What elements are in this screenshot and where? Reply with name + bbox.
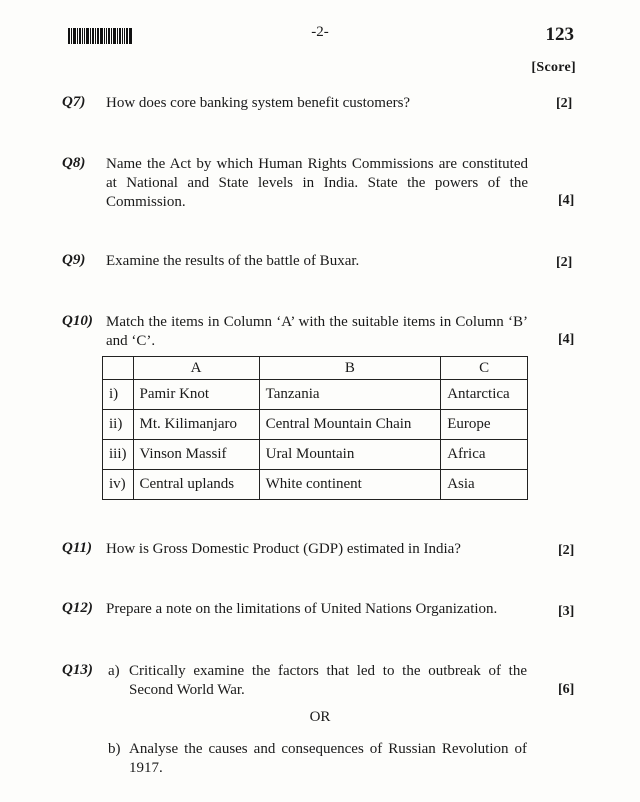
table-row: [103, 440, 528, 470]
option-b-label: b): [108, 741, 121, 757]
question-text-10: Match the items in Column ‘A’ with the suitable items in Column ‘B’ and ‘C’.: [106, 314, 528, 349]
table-cell: Asia: [441, 470, 528, 500]
table-cell: Pamir Knot: [133, 380, 259, 410]
marks-9: [2]: [556, 255, 573, 270]
question-number-9: Q9): [62, 252, 86, 268]
marks-12: [3]: [558, 604, 575, 619]
table-cell: Central uplands: [133, 470, 259, 500]
table-cell: iii): [103, 440, 134, 470]
table-header-row: [103, 357, 528, 380]
question-text-8: Name the Act by which Human Rights Commissions are constituted at National and State levels in India. State the powers of the Commission.: [106, 156, 528, 210]
paper-code: 123: [545, 24, 574, 45]
question-number-7: Q7): [62, 94, 86, 110]
question-number-10: Q10): [62, 313, 93, 329]
question-number-8: Q8): [62, 155, 86, 171]
table-row: [103, 380, 528, 410]
table-cell: iv): [103, 470, 134, 500]
table-header: C: [441, 357, 528, 380]
table-header: [103, 357, 134, 380]
marks-7: [2]: [556, 96, 573, 111]
score-label: [Score]: [531, 60, 576, 75]
question-text-7: How does core banking system benefit customers?: [106, 95, 411, 111]
question-number-12: Q12): [62, 600, 93, 616]
match-table: [102, 356, 528, 500]
marks-13: [6]: [558, 682, 575, 697]
table-cell: ii): [103, 410, 134, 440]
table-cell: Antarctica: [441, 380, 528, 410]
table-header: A: [133, 357, 259, 380]
table-row: [103, 410, 528, 440]
question-text-12: Prepare a note on the limitations of United Nations Organization.: [106, 601, 498, 617]
marks-8: [4]: [558, 193, 575, 208]
table-row: [103, 470, 528, 500]
table-cell: Central Mountain Chain: [259, 410, 441, 440]
page-number: -2-: [311, 24, 329, 40]
marks-10: [4]: [558, 332, 575, 347]
question-text-11: How is Gross Domestic Product (GDP) estimated in India?: [106, 541, 461, 557]
option-b-text: Analyse the causes and consequences of Russian Revolution of 1917.: [129, 741, 527, 776]
or-separator: OR: [309, 709, 331, 725]
table-cell: Vinson Massif: [133, 440, 259, 470]
table-cell: Africa: [441, 440, 528, 470]
question-text-9: Examine the results of the battle of Buxar.: [106, 253, 360, 269]
table-cell: i): [103, 380, 134, 410]
option-a-text: Critically examine the factors that led to the outbreak of the Second World War.: [129, 663, 527, 698]
question-number-11: Q11): [62, 540, 92, 556]
table-cell: White continent: [259, 470, 441, 500]
table-cell: Europe: [441, 410, 528, 440]
table-cell: Tanzania: [259, 380, 441, 410]
table-cell: Ural Mountain: [259, 440, 441, 470]
question-number-13: Q13): [62, 662, 93, 678]
option-a-label: a): [108, 663, 120, 679]
marks-11: [2]: [558, 543, 575, 558]
table-cell: Mt. Kilimanjaro: [133, 410, 259, 440]
table-header: B: [259, 357, 441, 380]
